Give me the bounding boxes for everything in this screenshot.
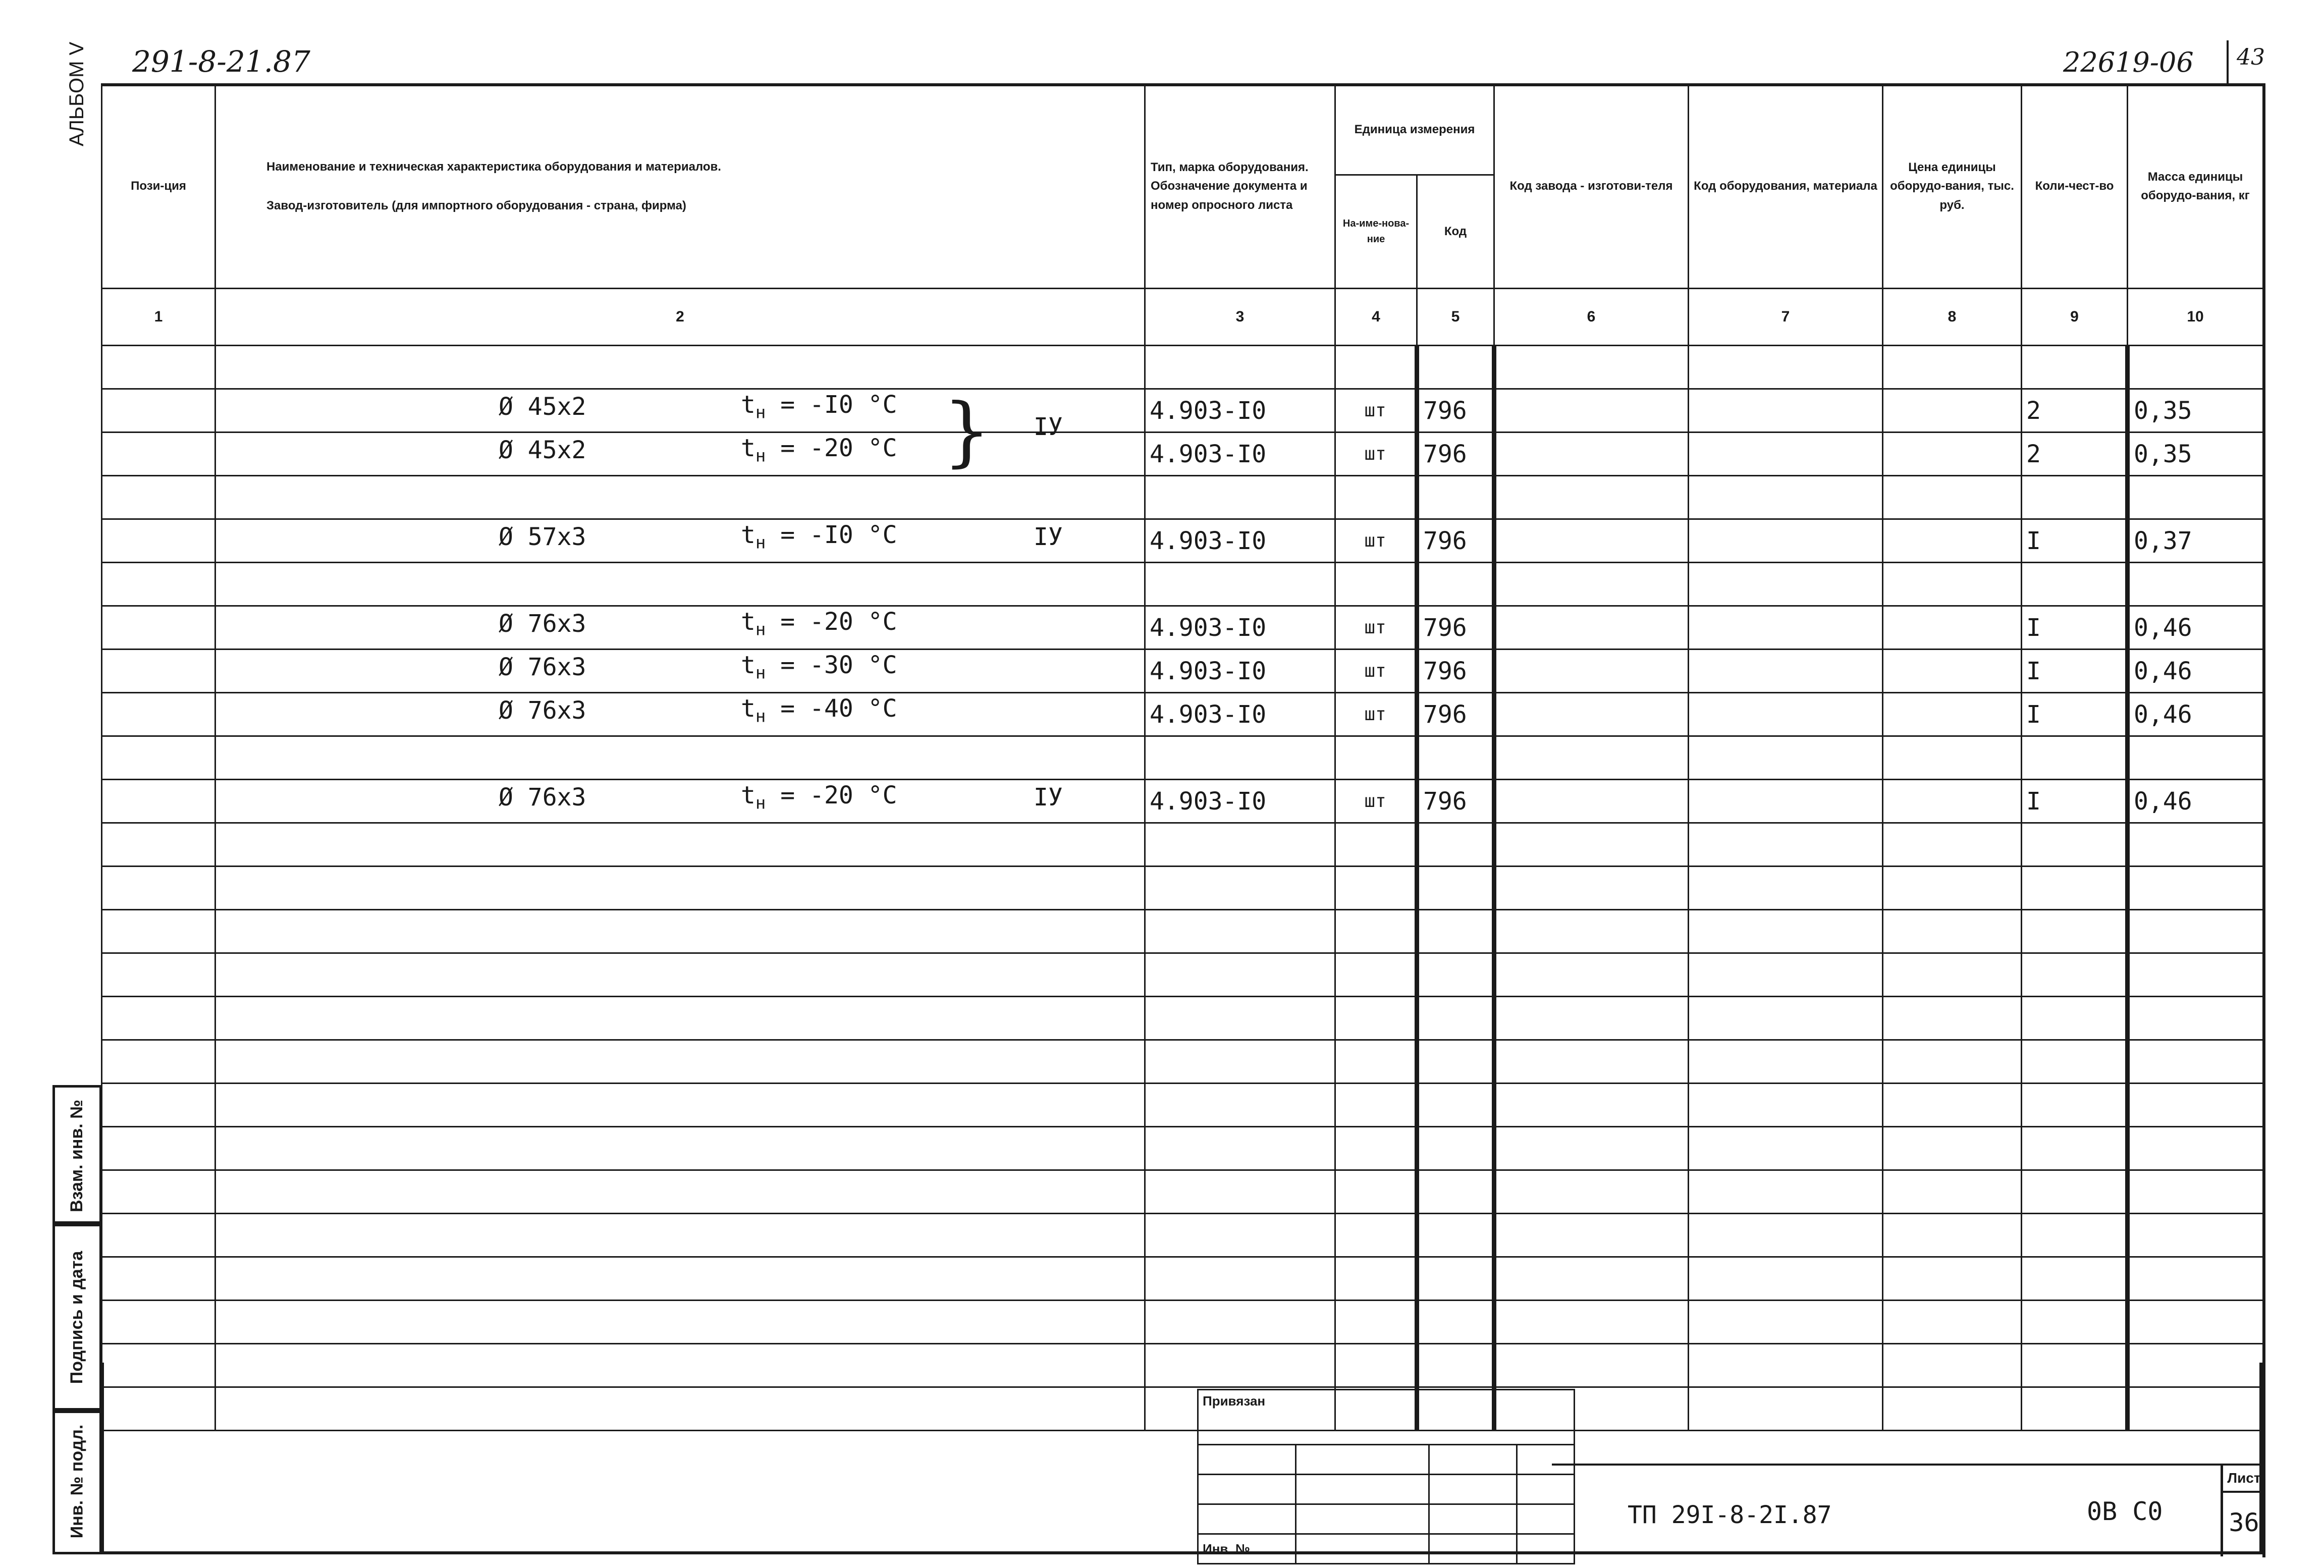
col-header-quantity: Коли-чест-во bbox=[2022, 84, 2128, 289]
col-header-name bbox=[215, 84, 1145, 289]
unit-name: шт bbox=[1335, 650, 1417, 693]
category-mark: IУ bbox=[1034, 523, 1063, 551]
table-row-blank bbox=[102, 867, 2263, 910]
doc-number: 4.903-I0 bbox=[1145, 650, 1335, 693]
unit-name: шт bbox=[1335, 519, 1417, 563]
quantity: I bbox=[2022, 693, 2128, 736]
pipe-size: Ø 45x2 bbox=[499, 393, 586, 421]
table-row-blank bbox=[102, 910, 2263, 953]
corner-number: 43 bbox=[2237, 44, 2265, 70]
col-header-unit: Единица измерения bbox=[1335, 84, 1494, 175]
pipe-size: Ø 45x2 bbox=[499, 436, 586, 464]
mass: 0,46 bbox=[2128, 650, 2263, 693]
col-number-2: 2 bbox=[215, 289, 1145, 346]
mass: 0,46 bbox=[2128, 606, 2263, 650]
quantity: 2 bbox=[2022, 432, 2128, 476]
col-number-5: 5 bbox=[1417, 289, 1494, 346]
unit-name: шт bbox=[1335, 432, 1417, 476]
temperature: $t_н = -I0$ °C bbox=[741, 521, 897, 553]
table-row bbox=[102, 650, 2263, 693]
table-row bbox=[102, 780, 2263, 823]
specification-table bbox=[101, 83, 2264, 1431]
quantity: 2 bbox=[2022, 389, 2128, 432]
mass: 0,46 bbox=[2128, 693, 2263, 736]
unit-name: шт bbox=[1335, 780, 1417, 823]
corner-number-box bbox=[2227, 40, 2264, 83]
col-header-factory-code: Код завода - изготови-теля bbox=[1494, 84, 1689, 289]
table-row-blank bbox=[102, 1301, 2263, 1344]
table-row-blank bbox=[102, 1170, 2263, 1214]
pipe-size: Ø 76x3 bbox=[499, 610, 586, 638]
mass: 0,37 bbox=[2128, 519, 2263, 563]
document-designation: ТП 29I-8-2I.87 bbox=[1628, 1501, 1832, 1529]
title-block-main bbox=[1552, 1464, 2262, 1556]
unit-code: 796 bbox=[1417, 780, 1494, 823]
doc-number: 4.903-I0 bbox=[1145, 519, 1335, 563]
doc-number: 4.903-I0 bbox=[1145, 606, 1335, 650]
unit-name: шт bbox=[1335, 606, 1417, 650]
table-row bbox=[102, 432, 2263, 476]
binding-label: Привязан bbox=[1198, 1390, 1575, 1445]
col-number-8: 8 bbox=[1883, 289, 2022, 346]
table-row-blank bbox=[102, 346, 2263, 389]
table-row bbox=[102, 606, 2263, 650]
inv-number-label: Инв. № bbox=[1198, 1534, 1296, 1564]
pipe-size: Ø 76x3 bbox=[499, 653, 586, 681]
unit-code: 796 bbox=[1417, 519, 1494, 563]
table-row bbox=[102, 519, 2263, 563]
col-number-3: 3 bbox=[1145, 289, 1335, 346]
temperature: $t_н = -30$ °C bbox=[741, 651, 897, 683]
sheet-number: 36 bbox=[2229, 1508, 2259, 1537]
stamp-vzam-inv bbox=[52, 1085, 102, 1226]
sheet-designation: 0В С0 bbox=[2087, 1497, 2163, 1526]
unit-code: 796 bbox=[1417, 432, 1494, 476]
col-number-1: 1 bbox=[102, 289, 215, 346]
col-header-unit-code: Код bbox=[1417, 175, 1494, 289]
table-row-blank bbox=[102, 823, 2263, 867]
table-row-blank bbox=[102, 1214, 2263, 1257]
col-header-name-line2: Завод-изготовитель (для импортного оборудования - страна, фирма) bbox=[266, 199, 686, 212]
col-header-type: Тип, марка оборудования. Обозначение документа и номер опросного листа bbox=[1145, 84, 1335, 289]
table-row-blank bbox=[102, 953, 2263, 997]
category-mark: IУ bbox=[1034, 413, 1063, 441]
unit-name: шт bbox=[1335, 693, 1417, 736]
unit-code: 796 bbox=[1417, 693, 1494, 736]
quantity: I bbox=[2022, 780, 2128, 823]
col-number-4: 4 bbox=[1335, 289, 1417, 346]
album-side-label bbox=[66, 41, 96, 146]
stamp-vzam-inv-label: Взам. инв. № bbox=[67, 1099, 87, 1212]
table-row-blank bbox=[102, 1040, 2263, 1084]
table-row-blank bbox=[102, 1257, 2263, 1301]
category-mark: IУ bbox=[1034, 783, 1063, 812]
temperature: $t_н = -20$ °C bbox=[741, 434, 897, 466]
col-header-unit-name: На-име-нова-ние bbox=[1335, 175, 1417, 289]
sheet-label: Лист bbox=[2223, 1466, 2265, 1493]
table-row-blank bbox=[102, 997, 2263, 1040]
table-row-blank bbox=[102, 1084, 2263, 1127]
doc-number: 4.903-I0 bbox=[1145, 389, 1335, 432]
doc-number: 4.903-I0 bbox=[1145, 432, 1335, 476]
temperature: $t_н = -40$ °C bbox=[741, 694, 897, 727]
binding-stamp bbox=[1197, 1389, 1575, 1564]
col-number-7: 7 bbox=[1689, 289, 1883, 346]
doc-number: 4.903-I0 bbox=[1145, 693, 1335, 736]
brace-icon: } bbox=[943, 388, 991, 475]
mass: 0,46 bbox=[2128, 780, 2263, 823]
temperature: $t_н = -20$ °C bbox=[741, 781, 897, 814]
unit-code: 796 bbox=[1417, 606, 1494, 650]
col-header-price: Цена единицы оборудо-вания, тыс. руб. bbox=[1883, 84, 2022, 289]
stamp-signature-date bbox=[52, 1221, 102, 1413]
col-header-name-line1: Наименование и техническая характеристика оборудования и материалов. bbox=[266, 159, 721, 174]
mass: 0,35 bbox=[2128, 432, 2263, 476]
table-row-blank bbox=[102, 736, 2263, 780]
archive-number-handwritten: 22619-06 bbox=[2063, 46, 2194, 78]
quantity: I bbox=[2022, 519, 2128, 563]
stamp-inv-original-label: Инв. № подл. bbox=[67, 1424, 87, 1538]
doc-code-handwritten: 291-8-21.87 bbox=[132, 44, 310, 79]
col-header-position: Пози-ция bbox=[102, 84, 215, 289]
album-label-text: AЛЬБОМ V bbox=[66, 41, 88, 146]
table-row-blank bbox=[102, 1127, 2263, 1170]
table-row bbox=[102, 693, 2263, 736]
table-row bbox=[102, 389, 2263, 432]
quantity: I bbox=[2022, 606, 2128, 650]
col-header-mass: Масса единицы оборудо-вания, кг bbox=[2128, 84, 2263, 289]
unit-code: 796 bbox=[1417, 650, 1494, 693]
sheet-number-box bbox=[2221, 1466, 2265, 1556]
doc-number: 4.903-I0 bbox=[1145, 780, 1335, 823]
pipe-size: Ø 76x3 bbox=[499, 696, 586, 725]
unit-code: 796 bbox=[1417, 389, 1494, 432]
temperature: $t_н = -I0$ °C bbox=[741, 391, 897, 423]
mass: 0,35 bbox=[2128, 389, 2263, 432]
temperature: $t_н = -20$ °C bbox=[741, 608, 897, 640]
col-number-10: 10 bbox=[2128, 289, 2263, 346]
col-header-equipment-code: Код оборудования, материала bbox=[1689, 84, 1883, 289]
pipe-size: Ø 76x3 bbox=[499, 783, 586, 812]
table-row-blank bbox=[102, 563, 2263, 606]
pipe-size: Ø 57x3 bbox=[499, 523, 586, 551]
table-row-blank bbox=[102, 476, 2263, 519]
col-number-6: 6 bbox=[1494, 289, 1689, 346]
unit-name: шт bbox=[1335, 389, 1417, 432]
col-number-9: 9 bbox=[2022, 289, 2128, 346]
quantity: I bbox=[2022, 650, 2128, 693]
stamp-inv-original bbox=[52, 1408, 102, 1554]
stamp-signature-date-label: Подпись и дата bbox=[67, 1251, 87, 1384]
